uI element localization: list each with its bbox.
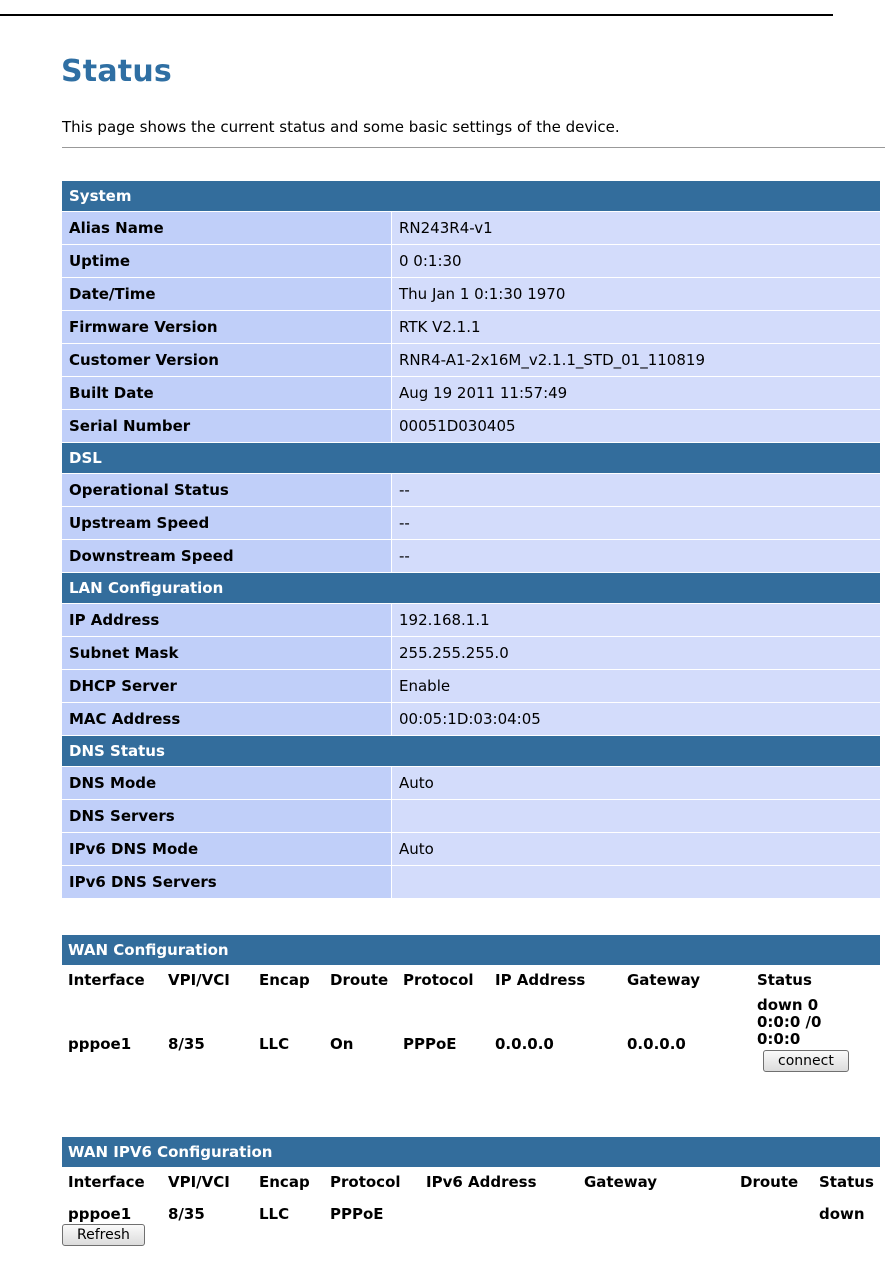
section-header-lan: LAN Configuration xyxy=(62,573,880,603)
row-ipv6-dns-servers: IPv6 DNS Servers xyxy=(62,866,880,898)
wan6-gateway xyxy=(578,1197,734,1231)
wan-protocol: PPPoE xyxy=(403,1035,457,1053)
row-firmware-version: Firmware Version RTK V2.1.1 xyxy=(62,311,880,343)
wan-droute: On xyxy=(330,1035,354,1053)
wan-ipv6-configuration-table xyxy=(62,1167,880,1231)
wan-header-row xyxy=(62,965,880,995)
row-dhcp-server: DHCP Server Enable xyxy=(62,670,880,702)
row-operational-status: Operational Status -- xyxy=(62,474,880,506)
col-protocol: Protocol xyxy=(403,971,474,989)
section-header-dns: DNS Status xyxy=(62,736,880,766)
row-ip-address: IP Address 192.168.1.1 xyxy=(62,604,880,636)
wan6-interface: pppoe1 xyxy=(68,1205,132,1223)
page-description: This page shows the current status and some basic settings of the device. xyxy=(62,118,620,136)
col6-encap: Encap xyxy=(259,1173,310,1191)
wan-encap: LLC xyxy=(259,1035,290,1053)
wan-configuration-table xyxy=(62,965,880,1093)
wan6-ipv6-address xyxy=(420,1197,578,1231)
wan-status-text: down 0 0:0:0 /0 0:0:0 xyxy=(757,996,822,1048)
col-interface: Interface xyxy=(68,971,145,989)
col-droute: Droute xyxy=(330,971,389,989)
row-dns-mode: DNS Mode Auto xyxy=(62,767,880,799)
col-ip-address: IP Address xyxy=(495,971,586,989)
wan6-vpi-vci: 8/35 xyxy=(168,1205,205,1223)
page-title: Status xyxy=(61,54,172,89)
top-divider xyxy=(0,14,833,16)
row-mac-address: MAC Address 00:05:1D:03:04:05 xyxy=(62,703,880,735)
wan6-encap: LLC xyxy=(259,1205,290,1223)
wan6-header-row xyxy=(62,1167,880,1197)
col6-interface: Interface xyxy=(68,1173,145,1191)
status-table xyxy=(62,180,880,899)
wan-interface: pppoe1 xyxy=(68,1035,132,1053)
row-uptime: Uptime 0 0:1:30 xyxy=(62,245,880,277)
col6-droute: Droute xyxy=(740,1173,799,1191)
col6-status: Status xyxy=(819,1173,874,1191)
col-status: Status xyxy=(757,971,812,989)
row-subnet-mask: Subnet Mask 255.255.255.0 xyxy=(62,637,880,669)
row-date-time: Date/Time Thu Jan 1 0:1:30 1970 xyxy=(62,278,880,310)
col6-gateway: Gateway xyxy=(584,1173,658,1191)
connect-button[interactable]: connect xyxy=(763,1050,849,1072)
col-encap: Encap xyxy=(259,971,310,989)
wan-ipv6-configuration-panel xyxy=(62,1137,880,1231)
section-header-dsl: DSL xyxy=(62,443,880,473)
header-divider xyxy=(62,147,885,148)
table-row xyxy=(62,1197,880,1231)
row-alias-name: Alias Name RN243R4-v1 xyxy=(62,212,880,244)
col6-protocol: Protocol xyxy=(330,1173,401,1191)
col6-ipv6-address: IPv6 Address xyxy=(426,1173,537,1191)
refresh-button[interactable]: Refresh xyxy=(62,1224,145,1246)
row-upstream-speed: Upstream Speed -- xyxy=(62,507,880,539)
section-header-system: System xyxy=(62,181,880,211)
wan6-protocol: PPPoE xyxy=(330,1205,384,1223)
row-dns-servers: DNS Servers xyxy=(62,800,880,832)
wan-ipv6-configuration-heading: WAN IPV6 Configuration xyxy=(62,1137,880,1167)
wan6-status: down xyxy=(819,1205,865,1223)
wan-status-cell xyxy=(751,995,880,1093)
table-row xyxy=(62,995,880,1093)
wan-configuration-panel xyxy=(62,935,880,1093)
col6-vpi-vci: VPI/VCI xyxy=(168,1173,230,1191)
row-customer-version: Customer Version RNR4-A1-2x16M_v2.1.1_STD_01_110819 xyxy=(62,344,880,376)
col-vpi-vci: VPI/VCI xyxy=(168,971,230,989)
wan-ip-address: 0.0.0.0 xyxy=(495,1035,554,1053)
row-downstream-speed: Downstream Speed -- xyxy=(62,540,880,572)
wan-gateway: 0.0.0.0 xyxy=(627,1035,686,1053)
row-ipv6-dns-mode: IPv6 DNS Mode Auto xyxy=(62,833,880,865)
wan-configuration-heading: WAN Configuration xyxy=(62,935,880,965)
wan6-droute xyxy=(734,1197,813,1231)
row-serial-number: Serial Number 00051D030405 xyxy=(62,410,880,442)
col-gateway: Gateway xyxy=(627,971,701,989)
row-built-date: Built Date Aug 19 2011 11:57:49 xyxy=(62,377,880,409)
wan-vpi-vci: 8/35 xyxy=(168,1035,205,1053)
